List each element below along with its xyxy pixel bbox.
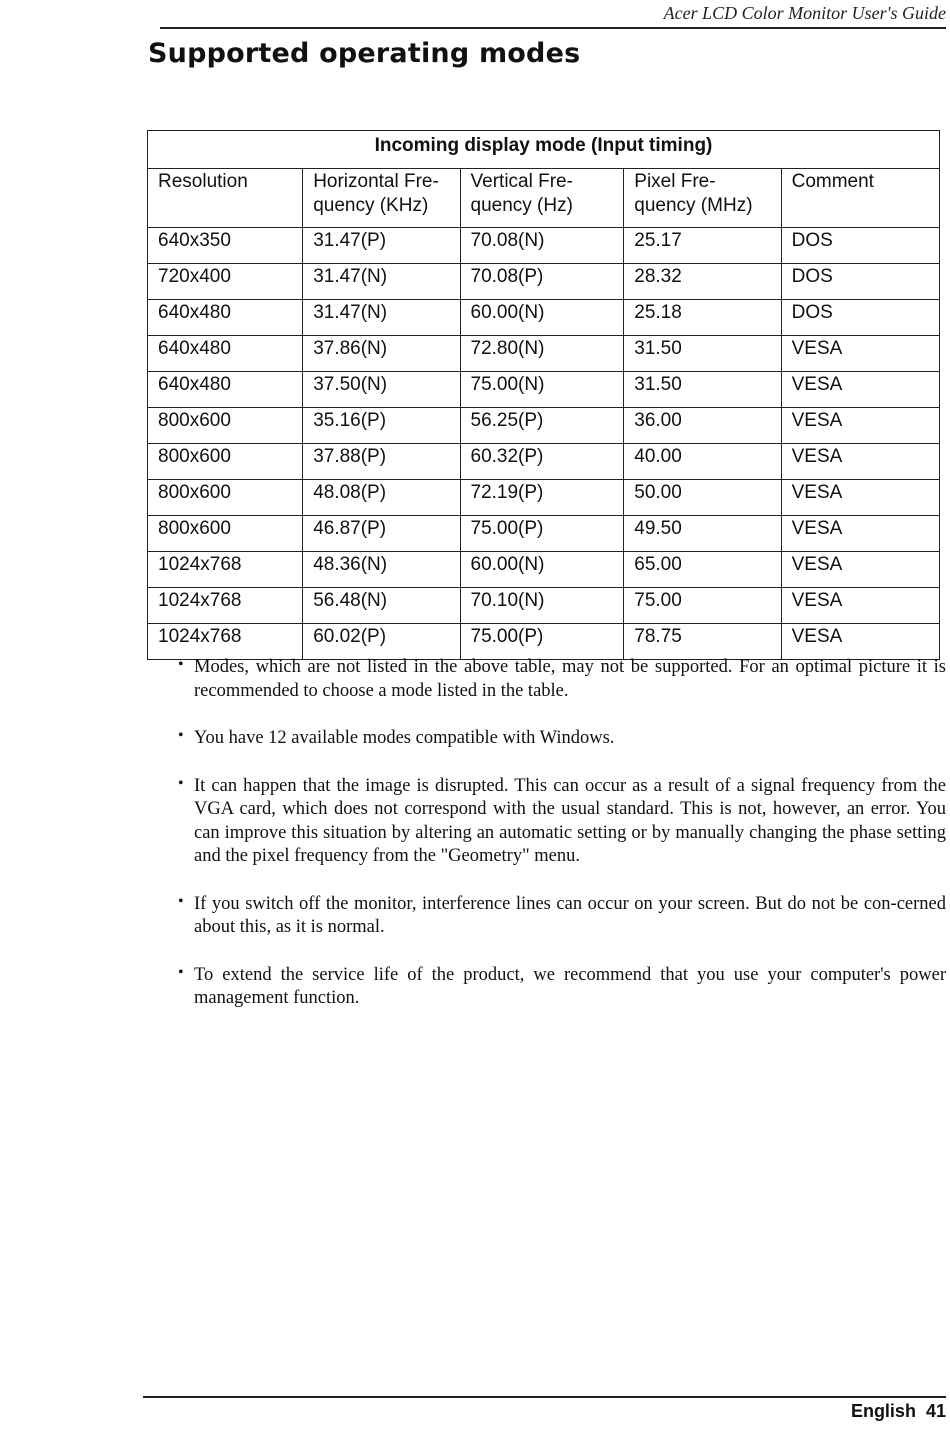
column-header: Vertical Fre- quency (Hz) (460, 169, 624, 228)
table-cell: VESA (781, 444, 939, 480)
table-cell: 31.50 (624, 372, 781, 408)
footer-language: English (850, 1401, 916, 1421)
table-cell: 1024x768 (148, 552, 303, 588)
table-cell: 72.19(P) (460, 480, 624, 516)
table-cell: 65.00 (624, 552, 781, 588)
table-cell: 31.47(N) (303, 264, 460, 300)
column-header: Resolution (148, 169, 303, 228)
table-cell: 37.50(N) (303, 372, 460, 408)
table-row (148, 552, 940, 588)
page-number: 41 (925, 1401, 946, 1421)
operating-modes-table (147, 130, 940, 660)
table-cell: 46.87(P) (303, 516, 460, 552)
bullet-icon: • (178, 727, 184, 744)
table-cell: 70.08(N) (460, 228, 624, 264)
table-cell: 70.08(P) (460, 264, 624, 300)
note-text: To extend the service life of the product, we recommend that you use your computer's power management function. (194, 964, 946, 1008)
note-text: You have 12 available modes compatible with Windows. (194, 728, 615, 748)
table-cell: 60.32(P) (460, 444, 624, 480)
list-item (178, 893, 946, 940)
page-title: Supported operating modes (148, 38, 581, 69)
table-cell: 75.00(P) (460, 516, 624, 552)
table-body (148, 169, 940, 660)
table-cell: 800x600 (148, 408, 303, 444)
table-cell: 31.47(P) (303, 228, 460, 264)
table-cell: DOS (781, 300, 939, 336)
table-row (148, 588, 940, 624)
table-cell: 25.18 (624, 300, 781, 336)
table-cell: 75.00 (624, 588, 781, 624)
table-cell: 75.00(N) (460, 372, 624, 408)
list-item (178, 775, 946, 869)
table-cell: DOS (781, 228, 939, 264)
table-cell: VESA (781, 336, 939, 372)
table-row (148, 300, 940, 336)
table-row (148, 228, 940, 264)
table-cell: 72.80(N) (460, 336, 624, 372)
table-cell: VESA (781, 408, 939, 444)
list-item (178, 964, 946, 1011)
running-header: Acer LCD Color Monitor User's Guide (663, 3, 946, 23)
table-cell: DOS (781, 264, 939, 300)
table-cell: VESA (781, 588, 939, 624)
table-cell: 31.50 (624, 336, 781, 372)
table-cell: 1024x768 (148, 624, 303, 660)
note-text: It can happen that the image is disrupted. This can occur as a result of a signal frequency from the VGA card, which does not correspond with the usual standard. This is not, however, an error. You can improve this situation by altering an automatic setting or by manually changing the phase setting and the pixel frequency from the "Geometry" menu. (194, 775, 946, 866)
table-cell: VESA (781, 516, 939, 552)
table-row (148, 480, 940, 516)
table-cell: 1024x768 (148, 588, 303, 624)
note-text: If you switch off the monitor, interference lines can occur on your screen. But do not be con-cerned about this, as it is normal. (194, 893, 946, 937)
table-cell: 60.00(N) (460, 300, 624, 336)
table-cell: 48.36(N) (303, 552, 460, 588)
table-cell: 78.75 (624, 624, 781, 660)
table-row (148, 408, 940, 444)
column-header-row (148, 169, 940, 228)
table-cell: 49.50 (624, 516, 781, 552)
table-cell: 48.08(P) (303, 480, 460, 516)
column-header: Pixel Fre- quency (MHz) (624, 169, 781, 228)
table-cell: VESA (781, 624, 939, 660)
table-cell: 56.25(P) (460, 408, 624, 444)
bullet-icon: • (178, 892, 184, 910)
table-cell: 640x480 (148, 336, 303, 372)
table-cell: 37.88(P) (303, 444, 460, 480)
table-cell: 640x350 (148, 228, 303, 264)
table-row (148, 624, 940, 660)
table-row (148, 336, 940, 372)
table-cell: 70.10(N) (460, 588, 624, 624)
bullet-icon: • (178, 774, 184, 792)
bullet-icon: • (178, 963, 184, 981)
table-row (148, 444, 940, 480)
table-cell: 28.32 (624, 264, 781, 300)
list-item (178, 727, 946, 751)
table-row (148, 516, 940, 552)
table-cell: 800x600 (148, 444, 303, 480)
table-cell: 31.47(N) (303, 300, 460, 336)
notes-list (178, 656, 946, 1035)
table-row (148, 264, 940, 300)
column-header: Comment (781, 169, 939, 228)
table-cell: 640x480 (148, 372, 303, 408)
table-cell: 60.02(P) (303, 624, 460, 660)
table-cell: 60.00(N) (460, 552, 624, 588)
column-header: Horizontal Fre- quency (KHz) (303, 169, 460, 228)
table-cell: VESA (781, 552, 939, 588)
page-footer (851, 1401, 946, 1422)
table-caption: Incoming display mode (Input timing) (148, 131, 940, 169)
table-cell: VESA (781, 372, 939, 408)
table-cell: 50.00 (624, 480, 781, 516)
table-cell: 800x600 (148, 480, 303, 516)
table-cell: 800x600 (148, 516, 303, 552)
header-rule (160, 27, 946, 29)
table-cell: 720x400 (148, 264, 303, 300)
table-cell: 36.00 (624, 408, 781, 444)
bullet-icon: • (178, 656, 184, 673)
table-cell: 25.17 (624, 228, 781, 264)
table-cell: 640x480 (148, 300, 303, 336)
table-cell: 35.16(P) (303, 408, 460, 444)
table-cell: 40.00 (624, 444, 781, 480)
list-item (178, 656, 946, 703)
table-cell: 37.86(N) (303, 336, 460, 372)
table-row (148, 372, 940, 408)
table-cell: 56.48(N) (303, 588, 460, 624)
table-cell: VESA (781, 480, 939, 516)
table-cell: 75.00(P) (460, 624, 624, 660)
note-text: Modes, which are not listed in the above table, may not be supported. For an optimal picture it is recommended to choose a mode listed in the table. (194, 657, 946, 701)
footer-rule (143, 1396, 946, 1398)
